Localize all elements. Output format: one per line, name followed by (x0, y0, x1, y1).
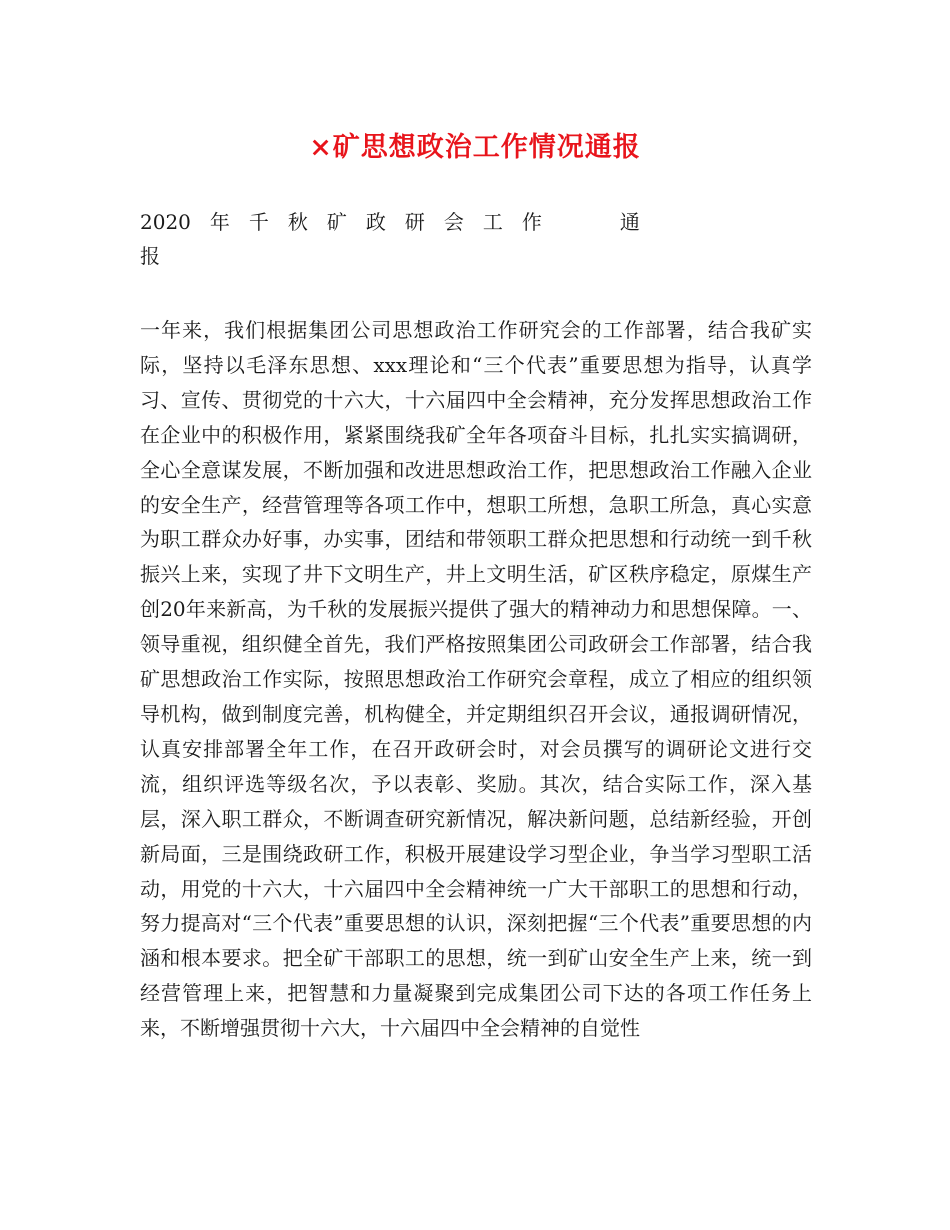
subtitle-token: 通 (619, 210, 640, 234)
subtitle-token: 2020 (140, 210, 191, 234)
subtitle-token: 会 (443, 210, 464, 234)
subtitle-token: 千 (248, 210, 269, 234)
document-subtitle (140, 205, 660, 273)
subtitle-token: 研 (404, 210, 425, 234)
subtitle-token: 政 (365, 210, 386, 234)
subtitle-line-2: 报 (140, 244, 160, 268)
subtitle-token: 工 (482, 210, 503, 234)
subtitle-token: 秋 (287, 210, 308, 234)
subtitle-gap (561, 205, 601, 239)
subtitle-line-1 (140, 205, 640, 239)
document-body: 一年来，我们根据集团公司思想政治工作研究会的工作部署，结合我矿实际，坚持以毛泽东思想、xxx理论和“三个代表”重要思想为指导，认真学习、宣传、贯彻党的十六大，十六届四中全会精神，充分发挥思想政治工作在企业中的积极作用，紧紧围绕我矿全年各项奋斗目标，扎扎实实搞调研，全心全意谋发展，不断加强和改进思想政治工作，把思想政治工作融入企业的安全生产，经营管理等各项工作中，想职工所想，急职工所急，真心实意为职工群众办好事，办实事，团结和带领职工群众把思想和行动统一到千秋振兴上来，实现了井下文明生产，井上文明生活，矿区秩序稳定，原煤生产创20年来新高，为千秋的发展振兴提供了强大的精神动力和思想保障。一、领导重视，组织健全首先，我们严格按照集团公司政研会工作部署，结合我矿思想政治工作实际，按照思想政治工作研究会章程，成立了相应的组织领导机构，做到制度完善，机构健全，并定期组织召开会议，通报调研情况，认真安排部署全年工作，在召开政研会时，对会员撰写的调研论文进行交流，组织评选等级名次，予以表彰、奖励。其次，结合实际工作，深入基层，深入职工群众，不断调查研究新情况，解决新问题，总结新经验，开创新局面，三是围绕政研工作，积极开展建设学习型企业，争当学习型职工活动，用党的十六大，十六届四中全会精神统一广大干部职工的思想和行动，努力提高对“三个代表”重要思想的认识，深刻把握“三个代表”重要思想的内涵和根本要求。把全矿干部职工的思想，统一到矿山安全生产上来，统一到经营管理上来，把智慧和力量凝聚到完成集团公司下达的各项工作任务上来，不断增强贯彻十六大，十六届四中全会精神的自觉性 (140, 318, 812, 1041)
subtitle-token: 矿 (326, 210, 347, 234)
subtitle-token: 年 (209, 210, 230, 234)
document-title: ×矿思想政治工作情况通报 (309, 132, 641, 163)
subtitle-token: 作 (521, 210, 542, 234)
